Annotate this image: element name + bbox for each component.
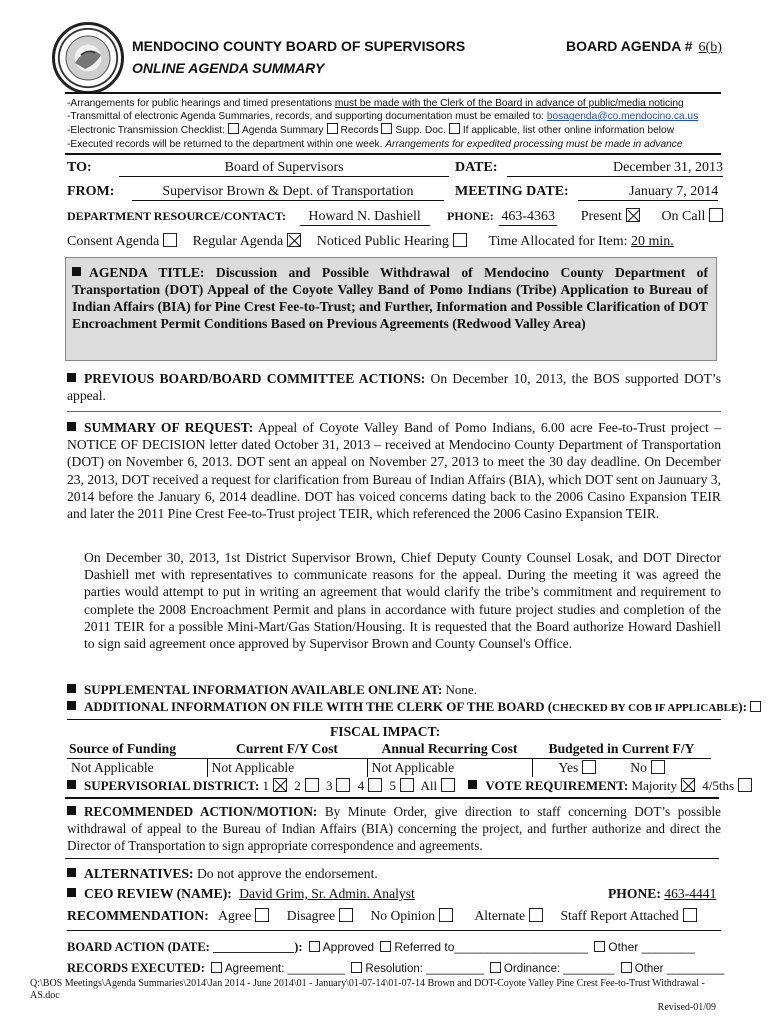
- disagree-checkbox[interactable]: [339, 908, 353, 922]
- bullet-square-icon: [67, 684, 76, 693]
- board-action-divider: [67, 930, 721, 931]
- previous-actions-text: On December 10, 2013, the BOS supported DOT’s appeal.: [67, 371, 721, 404]
- district-4-checkbox[interactable]: [368, 778, 382, 792]
- district-option-label: All: [420, 778, 438, 793]
- district-2-checkbox[interactable]: [305, 778, 319, 792]
- district-label: SUPERVISORIAL DISTRICT:: [84, 778, 260, 793]
- board-agenda-number: [566, 38, 722, 56]
- fiscal-header: Source of Funding: [67, 740, 207, 759]
- other-checkbox[interactable]: [594, 941, 605, 952]
- ceo-phone-row: [608, 886, 716, 902]
- agenda-type-row: [67, 233, 674, 250]
- oncall-label: On Call: [661, 209, 706, 224]
- fiscal-value-row: [67, 759, 711, 778]
- recommended-label: RECOMMENDED ACTION/MOTION:: [84, 804, 318, 819]
- header-title: MENDOCINO COUNTY BOARD OF SUPERVISORS: [132, 38, 466, 54]
- header-subtitle: ONLINE AGENDA SUMMARY: [132, 60, 325, 76]
- records-executed-row: [67, 961, 724, 976]
- additional-label-end: ):: [738, 699, 747, 714]
- note-text: Agenda Summary: [241, 125, 324, 137]
- noticed-label: Noticed Public Hearing: [316, 234, 449, 249]
- fiscal-impact-table: [67, 740, 711, 777]
- district-5-checkbox[interactable]: [400, 778, 414, 792]
- fiscal-current-field[interactable]: Not Applicable: [207, 759, 367, 778]
- disagree-label: Disagree: [286, 908, 336, 923]
- recommended-text: By Minute Order, give direction to staff concerning DOT’s possible withdrawal of appeal to the Bureau of Indian Affairs (BIA) concerning the project, and further authorize and direct the Director of Transportation to sign appropriate correspondence and agreements.: [67, 804, 722, 854]
- date-label: DATE:: [455, 160, 498, 175]
- meeting-date-field[interactable]: January 7, 2014: [578, 184, 718, 201]
- budgeted-cell: [532, 759, 711, 778]
- note-text: Arrangements for expedited processing must be made in advance: [385, 138, 683, 150]
- alternatives-label: ALTERNATIVES:: [84, 866, 194, 881]
- summary-label: SUMMARY OF REQUEST:: [84, 420, 254, 435]
- time-label: Time Allocated for Item:: [488, 234, 628, 249]
- footer-file-path: Q:\BOS Meetings\Agenda Summaries\2014\Jan 2014 - June 2014\01 - January\01-07-14\01-07-14 Brown and DOT-Coyote Valley Pine Crest Fee-to-Trust Withdrawal - AS.doc: [30, 978, 705, 1001]
- district-option-label: 1: [262, 778, 269, 793]
- regular-checkbox[interactable]: [287, 233, 301, 247]
- recommended-action: [67, 803, 721, 855]
- records-other-checkbox[interactable]: [621, 962, 632, 973]
- alternate-label: Alternate: [474, 908, 526, 923]
- contact-row: [67, 208, 727, 226]
- budgeted-yes-label: Yes: [558, 760, 579, 775]
- board-action-row: [67, 940, 695, 955]
- previous-actions-label: PREVIOUS BOARD/BOARD COMMITTEE ACTIONS:: [84, 371, 426, 386]
- previous-actions: [67, 370, 721, 404]
- checkbox-supp-doc[interactable]: [381, 123, 392, 134]
- vote-label: VOTE REQUIREMENT:: [485, 778, 629, 793]
- noopinion-label: No Opinion: [370, 908, 436, 923]
- contact-field[interactable]: Howard N. Dashiell: [300, 209, 430, 226]
- regular-label: Regular Agenda: [192, 234, 284, 249]
- bullet-square-icon: [67, 806, 76, 815]
- consent-label: Consent Agenda: [67, 234, 160, 249]
- ordinance-checkbox[interactable]: [490, 962, 501, 973]
- bullet-square-icon: [67, 868, 76, 877]
- district-3-checkbox[interactable]: [336, 778, 350, 792]
- fiscal-header: Budgeted in Current F/Y: [532, 740, 711, 759]
- recommendation-label: RECOMMENDATION:: [67, 908, 209, 923]
- supplemental-label: SUPPLEMENTAL INFORMATION AVAILABLE ONLINE AT:: [84, 682, 443, 697]
- district-row: [67, 778, 756, 794]
- note-text: -Transmittal of electronic Agenda Summaries, records, and supporting documentation must be emailed to:: [67, 111, 547, 123]
- additional-label: ADDITIONAL INFORMATION ON FILE WITH THE CLERK OF THE BOARD (: [84, 699, 553, 714]
- header-divider: [65, 92, 721, 94]
- footer: [30, 978, 716, 1014]
- to-label: TO:: [67, 160, 92, 175]
- alternatives-row: [67, 866, 378, 882]
- ceo-phone-label: PHONE:: [608, 886, 661, 901]
- summary-text-2: On December 30, 2013, 1st District Supervisor Brown, Chief Deputy County Counsel Losak, and DOT Director Dashiell met with representatives to communicate reasons for the appeal. During the meeting it was agreed the parties would attempt to put in writing an agreement that would clarify the tribe’s commitment and requirement to complete the 2008 Encroachment Permit and plans in accordance with future project studies and completion of the 2011 TEIR for a possible Mini-Mart/Gas Station/Housing. It is requested that the Board authorize Howard Dashiell to sign said agreement once approved by Supervisor Brown and County Counsel's Office.: [84, 550, 721, 652]
- board-action-label: BOARD ACTION (DATE: _____________):: [67, 940, 303, 954]
- instructions-block: [67, 97, 723, 151]
- additional-checkbox[interactable]: [750, 701, 761, 712]
- fourfifths-label: 4/5ths: [702, 778, 735, 793]
- recommendation-row: [67, 908, 701, 924]
- time-value: 20 min.: [631, 234, 674, 249]
- fiscal-source-field[interactable]: Not Applicable: [67, 759, 207, 778]
- agenda-title-label: AGENDA TITLE:: [89, 265, 205, 280]
- records-other-label: Other _________: [634, 963, 725, 975]
- other-label: Other ________: [608, 940, 695, 954]
- referred-checkbox[interactable]: [380, 941, 391, 952]
- present-label: Present: [580, 209, 622, 224]
- agenda-title-text: Discussion and Possible Withdrawal of Mendocino County Department of Transportation (DOT) Appeal of the Coyote Valley Band of Pomo Indians (Tribe) Application to Bureau of Indian Affairs (BIA) for Pine Crest Fee-to-Trust; and Further, Information and Possible Clarification of DOT Encroachment Permit Conditions Based on Previous Agreements (Redwood Valley Area): [72, 265, 708, 331]
- fiscal-header: Annual Recurring Cost: [367, 740, 532, 759]
- agreement-label: Agreement: _________: [225, 963, 346, 975]
- additional-row: [67, 699, 764, 715]
- section-divider: [67, 411, 721, 412]
- bullet-square-icon: [67, 888, 76, 897]
- fourfifths-checkbox[interactable]: [738, 778, 752, 792]
- agree-checkbox[interactable]: [255, 908, 269, 922]
- ceo-name-field[interactable]: David Grim, Sr. Admin. Analyst: [239, 886, 415, 901]
- ceo-review-row: [67, 886, 415, 902]
- fiscal-divider: [67, 719, 721, 720]
- additional-label-small: CHECKED BY COB IF APPLICABLE: [552, 702, 739, 714]
- agenda-title-box: [65, 257, 717, 361]
- checkbox-records[interactable]: [327, 123, 338, 134]
- notes-divider: [65, 153, 721, 155]
- budgeted-no-checkbox[interactable]: [651, 760, 665, 774]
- note-text: must be made with the Clerk of the Board in advance of public/media noticing: [334, 98, 684, 109]
- phone-field[interactable]: 463-4363: [499, 209, 557, 226]
- county-seal-logo: [52, 22, 124, 94]
- approved-checkbox[interactable]: [309, 941, 320, 952]
- noticed-checkbox[interactable]: [453, 233, 467, 247]
- footer-revised: Revised-01/09: [657, 1002, 716, 1013]
- records-executed-label: RECORDS EXECUTED:: [67, 961, 205, 975]
- oncall-checkbox[interactable]: [709, 208, 723, 222]
- fiscal-header: Current F/Y Cost: [207, 740, 367, 759]
- bullet-square-icon: [67, 422, 76, 431]
- district-1-checkbox[interactable]: [273, 778, 287, 792]
- ordinance-label: Ordinance: ________: [503, 963, 615, 975]
- phone-label: PHONE:: [447, 209, 494, 223]
- checkbox-if-applicable[interactable]: [449, 123, 460, 134]
- from-field[interactable]: Supervisor Brown & Dept. of Transportation: [132, 184, 444, 201]
- referred-label: Referred to____________________: [394, 940, 588, 954]
- ceo-review-label: CEO REVIEW (NAME):: [84, 886, 232, 901]
- from-label: FROM:: [67, 184, 115, 199]
- summary-of-request: [67, 419, 721, 522]
- note-text: If applicable, list other online information below: [462, 125, 675, 137]
- alternatives-text: Do not approve the endorsement.: [196, 866, 378, 881]
- staff-report-checkbox[interactable]: [683, 908, 697, 922]
- summary-text-1: Appeal of Coyote Valley Band of Pomo Indians, 6.00 acre Fee-to-Trust project – NOTICE OF DECISION letter dated October 31, 2013 – received at Mendocino County Department of Transportation (DOT) on November 6, 2013. DOT sent an appeal on November 27, 2013 to meet the 30 day deadline. On December 23, 2013, DOT received a request for clarification from Bureau of Indian Affairs (BIA), which DOT sent on Jaunuary 3, 2014 before the January 6, 2014 deadline. DOT has voiced concerns dating back to the 2006 Casino Expansion TEIR and later the 2011 Pine Crest Fee-to-Trust project TEIR, which referenced the 2006 Casino Expansion TEIR.: [67, 420, 721, 522]
- alternate-checkbox[interactable]: [529, 908, 543, 922]
- bullet-square-icon: [67, 780, 76, 789]
- to-row: [67, 160, 449, 177]
- checkbox-agenda-summary[interactable]: [228, 123, 239, 134]
- district-all-checkbox[interactable]: [441, 778, 455, 792]
- budgeted-no-label: No: [630, 760, 647, 775]
- district-option-label: 2: [294, 778, 301, 793]
- district-option-label: 4: [357, 778, 365, 793]
- majority-checkbox[interactable]: [681, 778, 695, 792]
- budgeted-yes-checkbox[interactable]: [582, 760, 596, 774]
- bullet-square-icon: [67, 701, 76, 710]
- supplemental-row: [67, 682, 477, 698]
- bullet-square-icon: [468, 780, 477, 789]
- contact-label: DEPARTMENT RESOURCE/CONTACT:: [67, 209, 287, 223]
- agree-label: Agree: [218, 908, 252, 923]
- date-field[interactable]: December 31, 2013: [507, 160, 723, 177]
- note-text: Supp. Doc.: [395, 125, 446, 137]
- fiscal-annual-field[interactable]: Not Applicable: [367, 759, 532, 778]
- board-agenda-label: BOARD AGENDA #: [566, 38, 693, 54]
- consent-checkbox[interactable]: [163, 233, 177, 247]
- note-text: -Arrangements for public hearings and timed presentations: [67, 98, 335, 109]
- to-field[interactable]: Board of Supervisors: [119, 160, 449, 177]
- noopinion-checkbox[interactable]: [439, 908, 453, 922]
- from-row: [67, 184, 444, 201]
- approved-label: Approved: [322, 940, 375, 954]
- resolution-label: Resolution: _________: [365, 963, 484, 975]
- majority-label: Majority: [631, 778, 678, 793]
- resolution-checkbox[interactable]: [351, 962, 362, 973]
- district-option-label: 5: [389, 778, 396, 793]
- note-text: -Electronic Transmission Checklist:: [67, 125, 225, 137]
- date-row: [455, 160, 723, 177]
- board-agenda-value: 6(b): [698, 40, 722, 55]
- fiscal-header-row: [67, 740, 711, 759]
- agreement-checkbox[interactable]: [211, 962, 222, 973]
- present-checkbox[interactable]: [626, 208, 640, 222]
- note-text: -Executed records will be returned to the department within one week.: [67, 138, 386, 150]
- bullet-square-icon: [67, 373, 76, 382]
- meeting-date-row: [455, 184, 718, 201]
- ceo-phone-field[interactable]: 463-4441: [664, 886, 717, 901]
- staff-report-label: Staff Report Attached: [560, 908, 679, 923]
- email-link[interactable]: bosagenda@co.mendocino.ca.us: [546, 111, 699, 123]
- supplemental-value: None.: [445, 682, 477, 697]
- district-option-label: 3: [325, 778, 333, 793]
- meeting-date-label: MEETING DATE:: [455, 184, 569, 199]
- fiscal-impact-title: FISCAL IMPACT:: [330, 724, 441, 739]
- bullet-square-icon: [72, 267, 81, 276]
- note-text: Records: [340, 125, 379, 137]
